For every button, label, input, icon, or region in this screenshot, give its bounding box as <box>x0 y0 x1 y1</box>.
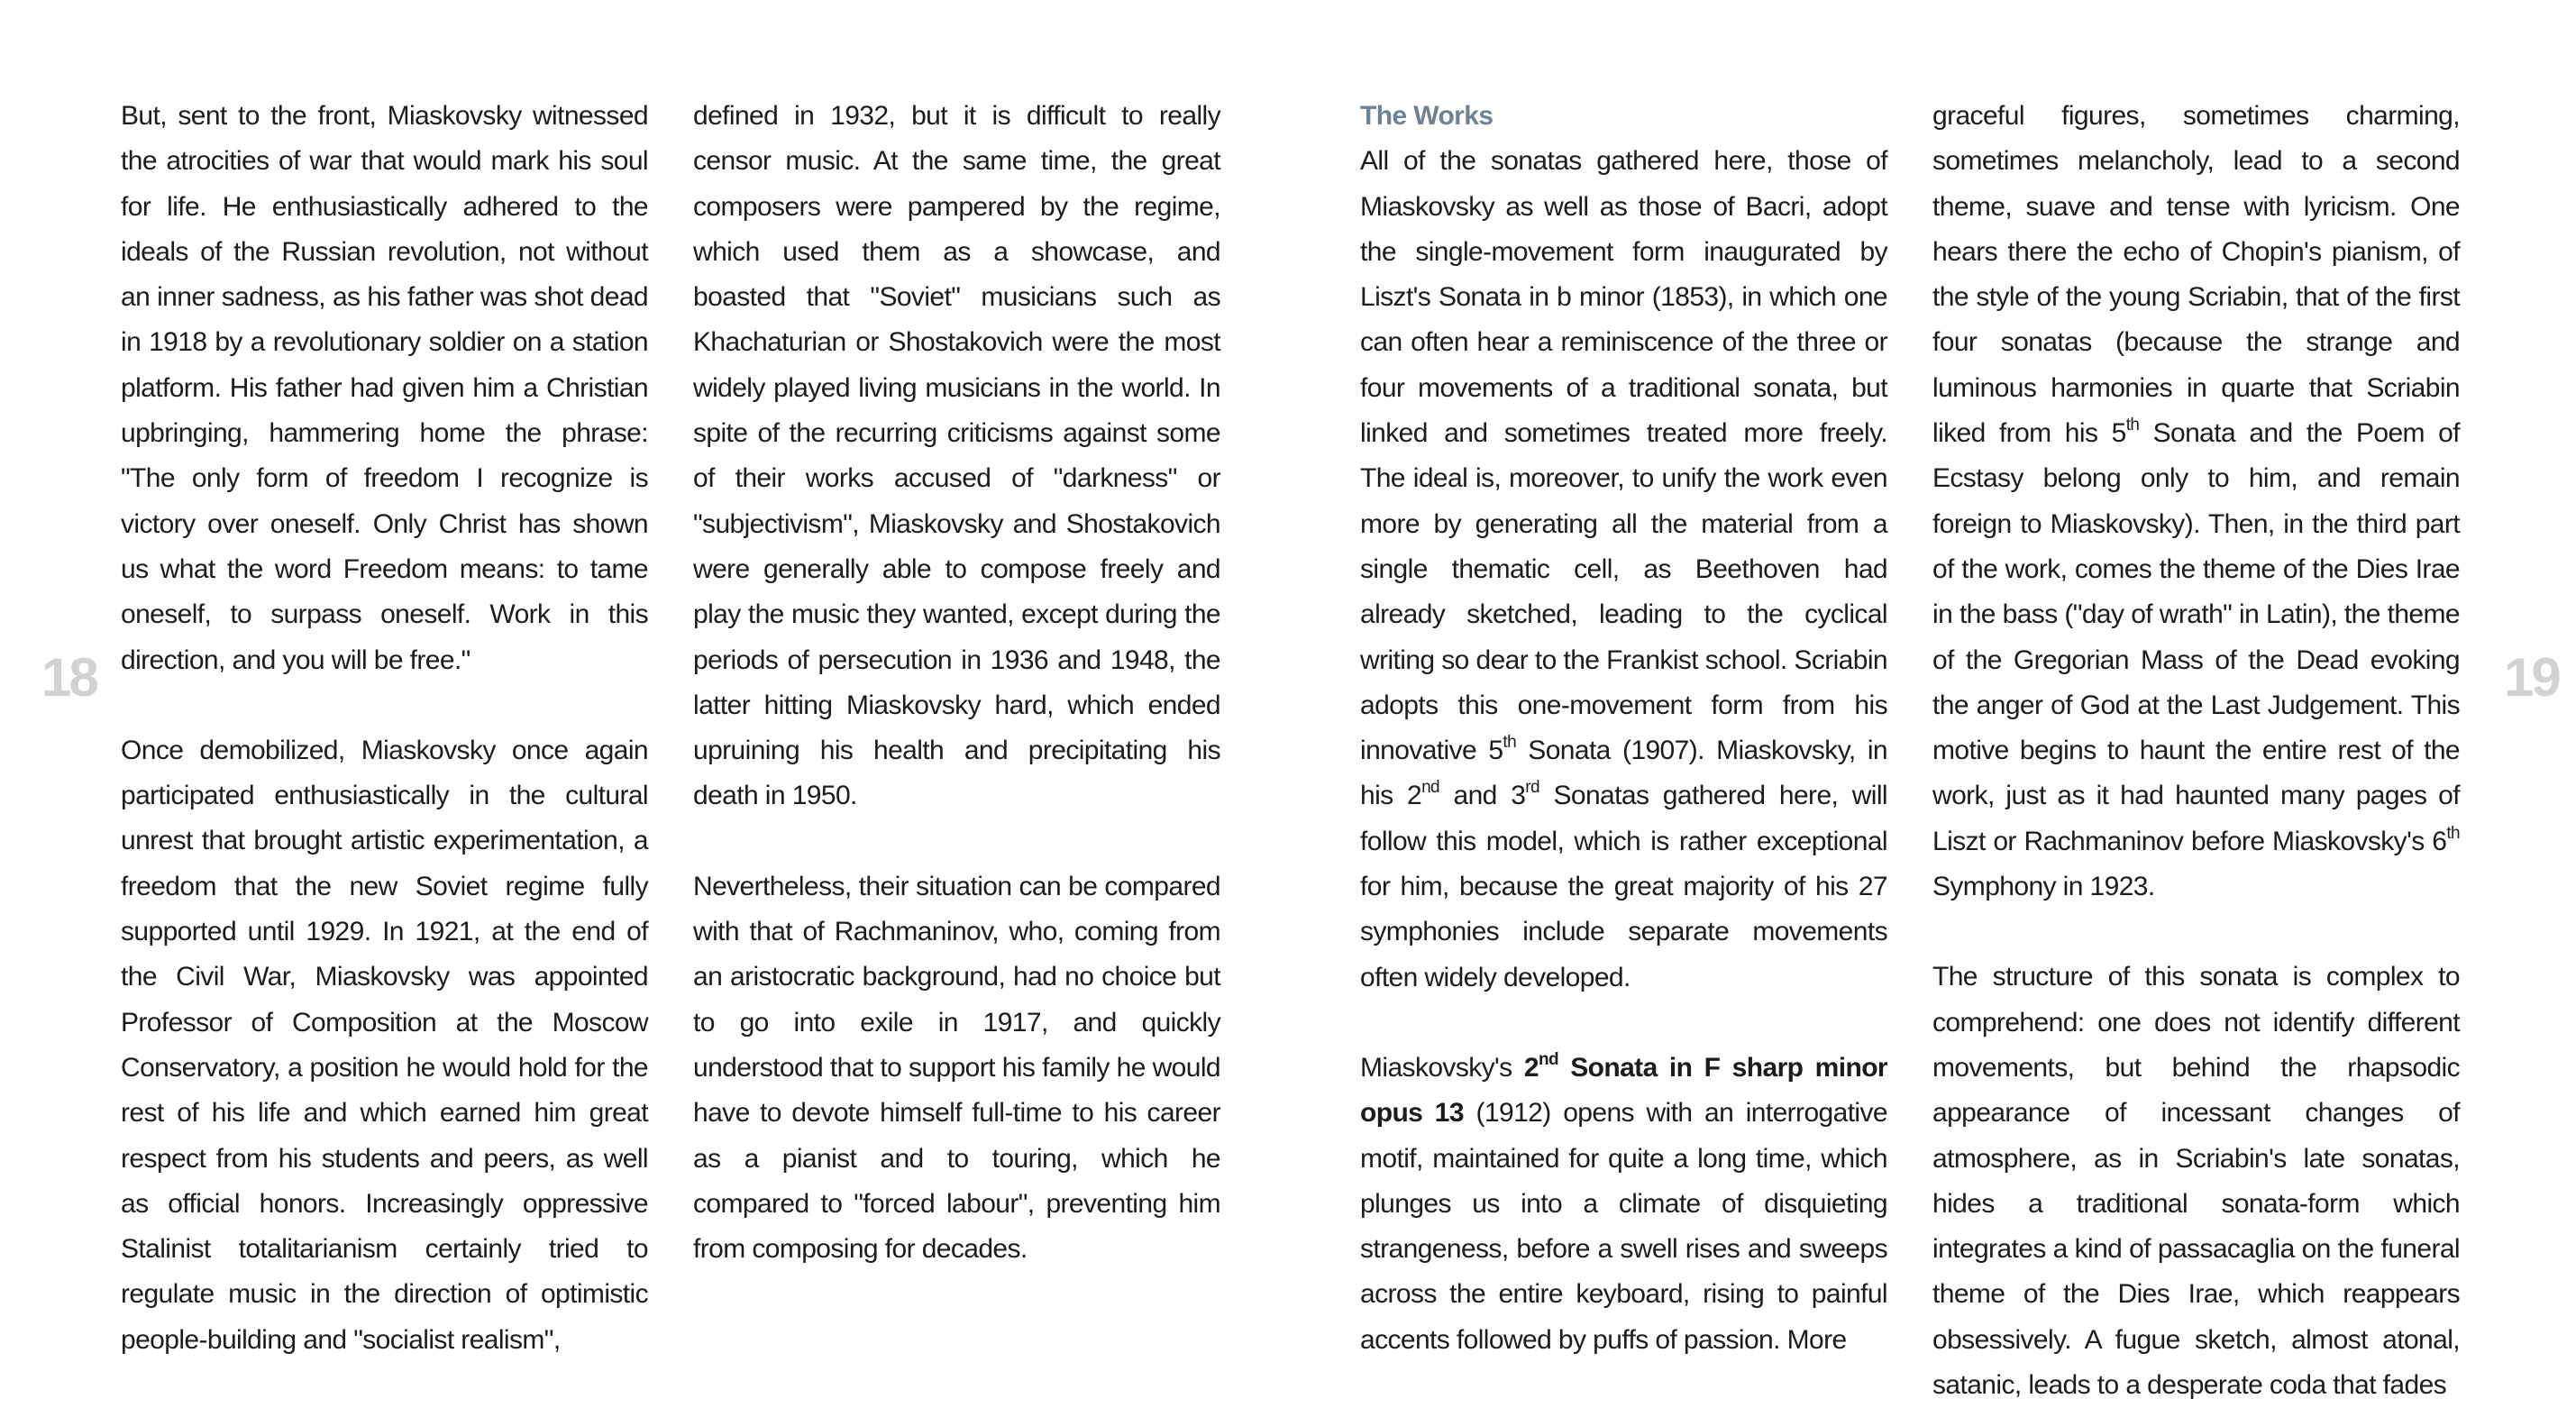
paragraph: defined in 1932, but it is difficult to really censor music. At the same time, the great composers were pampered by the regime, which used them as a showcase, and boasted that "Soviet" musicians such as Khachaturian or Shostakovich were the most widely played living musicians in the world. In spite of the recurring criticisms against some of their works accused of "darkness" or "subjectivism", Miaskovsky and Shostakovich were generally able to compose freely and play the music they wanted, except during the periods of persecution in 1936 and 1948, the latter hitting Miaskovsky hard, which ended upruining his health and precipitating his death in 1950. <box>693 101 1220 811</box>
paragraph: Miaskovsky's 2nd Sonata in F sharp minor opus 13 (1912) opens with an interrogative motif, maintained for quite a long time, which plunges us into a climate of disquieting strangeness, before a swell rises and sweeps across the entire keyboard, rising to painful accents followed by puffs of passion. More <box>1360 1049 1887 1355</box>
page-19-column-1 <box>1360 94 1887 1363</box>
page-18-column-2 <box>693 94 1220 1272</box>
page-18-column-1 <box>121 94 648 1363</box>
paragraph: Nevertheless, their situation can be compared with that of Rachmaninov, who, coming from an aristocratic background, had no choice but to go into exile in 1917, and quickly understood that to support his family he would have to devote himself full-time to his career as a pianist and to touring, which he compared to "forced labour", preventing him from composing for decades. <box>693 871 1220 1265</box>
page-19-column-2 <box>1932 94 2460 1408</box>
paragraph: All of the sonatas gathered here, those of Miaskovsky as well as those of Bacri, adopt the single-movement form inaugurated by Liszt's Sonata in b minor (1853), in which one can often hear a reminiscence of the three or four movements of a traditional sonata, but linked and sometimes treated more freely. The ideal is, moreover, to unify the work even more by generating all the material from a single thematic cell, as Beethoven had already sketched, leading to the cyclical writing so dear to the Frankist school. Scriabin adopts this one-movement form from his innovative 5th Sonata (1907). Miaskovsky, in his 2nd and 3rd Sonatas gathered here, will follow this model, which is rather exceptional for him, because the great majority of his 27 symphonies include separate movements often widely developed. <box>1360 146 1887 992</box>
paragraph: But, sent to the front, Miaskovsky witnessed the atrocities of war that would mark his soul for life. He enthusiastically adhered to the ideals of the Russian revolution, not without an inner sadness, as his father was shot dead in 1918 by a revolutionary soldier on a station platform. His father had given him a Christian upbringing, hammering home the phrase: "The only form of freedom I recognize is victory over oneself. Only Christ has shown us what the word Freedom means: to tame oneself, to surpass oneself. Work in this direction, and you will be free." <box>121 101 648 675</box>
paragraph: Once demobilized, Miaskovsky once again participated enthusiastically in the cultural unrest that brought artistic experimentation, a freedom that the new Soviet regime fully supported until 1929. In 1921, at the end of the Civil War, Miaskovsky was appointed Professor of Composition at the Moscow Conservatory, a position he would hold for the rest of his life and which earned him great respect from his students and peers, as well as official honors. Increasingly oppressive Stalinist totalitarianism certainly tried to regulate music in the direction of optimistic people-building and "socialist realism", <box>121 735 648 1355</box>
sonata-title: 2nd Sonata in F sharp minor opus 13 <box>1360 1049 1887 1129</box>
page-number-right: 19 <box>2504 647 2559 708</box>
section-heading: The Works <box>1360 101 1494 131</box>
paragraph: The structure of this sonata is complex to comprehend: one does not identify different movements, but behind the rhapsodic appearance of incessant changes of atmosphere, as in Scriabin's late sonatas, hides a traditional sonata-form which integrates a kind of passacaglia on the funeral theme of the Dies Irae, which reappears obsessively. A fugue sketch, almost atonal, satanic, leads to a desperate coda that fades <box>1932 962 2460 1401</box>
page-number-left: 18 <box>41 647 96 708</box>
paragraph: graceful figures, sometimes charming, sometimes melancholy, lead to a second theme, suave and tense with lyricism. One hears there the echo of Chopin's pianism, of the style of the young Scriabin, that of the first four sonatas (because the strange and luminous harmonies in quarte that Scriabin liked from his 5th Sonata and the Poem of Ecstasy belong only to him, and remain foreign to Miaskovsky). Then, in the third part of the work, comes the theme of the Dies Irae in the bass ("day of wrath" in Latin), the theme of the Gregorian Mass of the Dead evoking the anger of God at the Last Judgement. This motive begins to haunt the entire rest of the work, just as it had haunted many pages of Liszt or Rachmaninov before Miaskovsky's 6th Symphony in 1923. <box>1932 101 2461 902</box>
